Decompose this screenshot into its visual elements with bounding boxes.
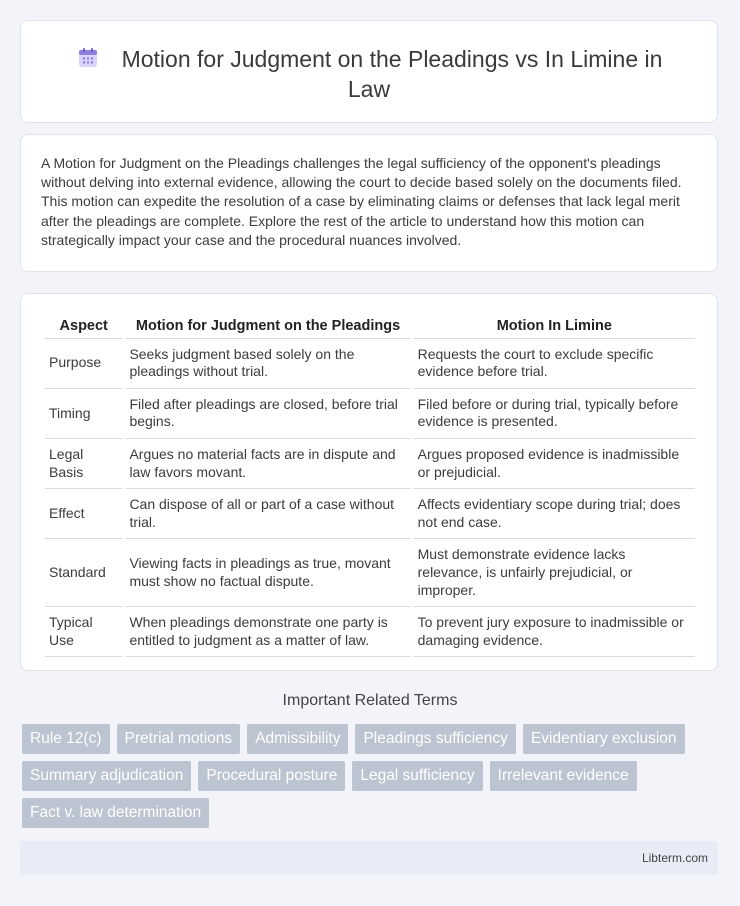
row-in-limine: Must demonstrate evidence lacks relevance, is unfairly prejudicial, or improper. [414, 539, 695, 607]
row-aspect: Timing [45, 389, 122, 439]
calendar-icon [76, 46, 100, 70]
tag-admissibility[interactable]: Admissibility [247, 724, 348, 754]
related-terms-heading: Important Related Terms [282, 692, 458, 709]
header-aspect: Aspect [45, 315, 122, 339]
row-aspect: Effect [45, 489, 122, 539]
table-row [45, 539, 695, 607]
page-title-container [21, 44, 717, 104]
tag-irrelevant-evidence[interactable]: Irrelevant evidence [490, 761, 637, 791]
row-judgment-pleadings: Argues no material facts are in dispute and law favors movant. [125, 439, 410, 489]
page-title: Motion for Judgment on the Pleadings vs In Limine in Law [121, 46, 663, 102]
row-in-limine: To prevent jury exposure to inadmissible or damaging evidence. [414, 607, 695, 657]
row-judgment-pleadings: Can dispose of all or part of a case without trial. [125, 489, 410, 539]
row-in-limine: Argues proposed evidence is inadmissible or prejudicial. [414, 439, 695, 489]
tag-fact-v-law[interactable]: Fact v. law determination [22, 798, 209, 828]
intro-card [20, 134, 718, 272]
row-in-limine: Affects evidentiary scope during trial; does not end case. [414, 489, 695, 539]
row-judgment-pleadings: Viewing facts in pleadings as true, movant must show no factual dispute. [125, 539, 410, 607]
table-header-row [45, 315, 695, 339]
header-in-limine: Motion In Limine [414, 315, 695, 339]
row-judgment-pleadings: Seeks judgment based solely on the pleadings without trial. [125, 339, 410, 389]
related-terms-list [22, 724, 722, 828]
table-row [45, 607, 695, 657]
comparison-card [20, 293, 718, 671]
table-row [45, 439, 695, 489]
tag-pleadings-sufficiency[interactable]: Pleadings sufficiency [355, 724, 515, 754]
title-card [20, 20, 718, 123]
row-aspect: Legal Basis [45, 439, 122, 489]
row-in-limine: Filed before or during trial, typically before evidence is presented. [414, 389, 695, 439]
table-row [45, 339, 695, 389]
table-row [45, 489, 695, 539]
tag-rule-12c[interactable]: Rule 12(c) [22, 724, 110, 754]
row-aspect: Purpose [45, 339, 122, 389]
header-judgment-pleadings: Motion for Judgment on the Pleadings [125, 315, 410, 339]
tag-procedural-posture[interactable]: Procedural posture [198, 761, 345, 791]
comparison-table [42, 315, 698, 657]
tag-legal-sufficiency[interactable]: Legal sufficiency [352, 761, 482, 791]
tag-summary-adjudication[interactable]: Summary adjudication [22, 761, 191, 791]
row-judgment-pleadings: Filed after pleadings are closed, before trial begins. [125, 389, 410, 439]
table-row [45, 389, 695, 439]
footer [20, 841, 718, 875]
intro-paragraph: A Motion for Judgment on the Pleadings challenges the legal sufficiency of the opponent's pleadings without delving into external evidence, allowing the court to decide based solely on the documents filed. This motion can expedite the resolution of a case by eliminating claims or defenses that lack legal merit after the pleadings are complete. Explore the rest of the article to understand how this motion can strategically impact your case and the procedural nuances involved. [41, 155, 682, 248]
footer-brand-link[interactable]: Libterm.com [641, 851, 708, 865]
tag-evidentiary-exclusion[interactable]: Evidentiary exclusion [523, 724, 685, 754]
row-judgment-pleadings: When pleadings demonstrate one party is entitled to judgment as a matter of law. [125, 607, 410, 657]
row-in-limine: Requests the court to exclude specific evidence before trial. [414, 339, 695, 389]
row-aspect: Standard [45, 539, 122, 607]
row-aspect: Typical Use [45, 607, 122, 657]
tag-pretrial-motions[interactable]: Pretrial motions [117, 724, 241, 754]
